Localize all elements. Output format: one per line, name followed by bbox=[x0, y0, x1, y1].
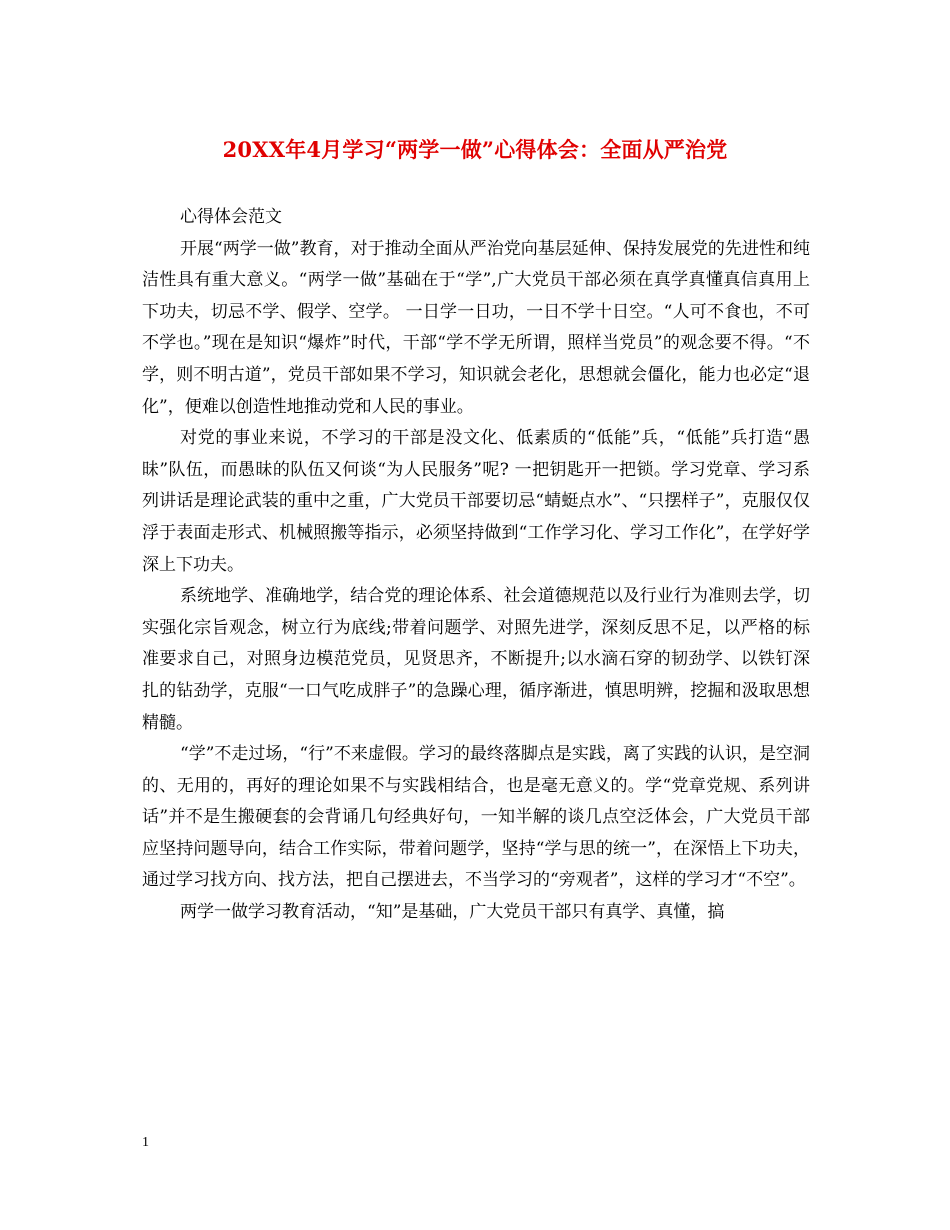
body-paragraph: 系统地学、准确地学，结合党的理论体系、社会道德规范以及行业行为准则去学，切实强化宗旨观念，树立行为底线;带着问题学、对照先进学，深刻反思不足，以严格的标准要求自己，对照身边模范党员，见贤思齐，不断提升;以水滴石穿的韧劲学、以铁钉深扎的钻劲学，克服“一口气吃成胖子”的急躁心理，循序渐进，慎思明辨，挖掘和汲取思想精髓。 bbox=[142, 586, 810, 733]
document-body bbox=[142, 202, 810, 929]
body-paragraph: 两学一做学习教育活动，“知”是基础，广大党员干部只有真学、真懂，搞 bbox=[180, 902, 725, 923]
body-paragraph: 开展“两学一做”教育，对于推动全面从严治党向基层延伸、保持发展党的先进性和纯洁性具有重大意义。“两学一做”基础在于“学”,广大党员干部必须在真学真懂真信真用上下功夫，切忌不学、假学、空学。 一日学一日功，一日不学十日空。“人可不食也，不可不学也。”现在是知识“爆炸”时代，干部“学不学无所谓，照样当党员”的观念要不得。“不学，则不明古道”，党员干部如果不学习，知识就会老化，思想就会僵化，能力也必定“退化”，便难以创造性地推动党和人民的事业。 bbox=[142, 238, 810, 417]
document-category: 心得体会范文 bbox=[180, 207, 282, 227]
document-title: 20XX年4月学习“两学一做”心得体会：全面从严治党 bbox=[222, 137, 728, 162]
page-number: 1 bbox=[142, 1135, 149, 1150]
body-paragraph: “学”不走过场，“行”不来虚假。学习的最终落脚点是实践，离了实践的认识，是空洞的、无用的，再好的理论如果不与实践相结合，也是毫无意义的。学“党章党规、系列讲话”并不是生搬硬套的会背诵几句经典好句，一知半解的谈几点空泛体会，广大党员干部应坚持问题导向，结合工作实际，带着问题学，坚持“学与思的统一”，在深悟上下功夫，通过学习找方向、找方法，把自己摆进去，不当学习的“旁观者”，这样的学习才“不空”。 bbox=[142, 744, 810, 891]
body-paragraph: 对党的事业来说，不学习的干部是没文化、低素质的“低能”兵，“低能”兵打造“愚昧”队伍，而愚昧的队伍又何谈“为人民服务”呢? 一把钥匙开一把锁。学习党章、学习系列讲话是理论武装的重中之重，广大党员干部要切忌“蜻蜓点水”、“只摆样子”，克服仅仅浮于表面走形式、机械照搬等指示，必须坚持做到“工作学习化、学习工作化”，在学好学深上下功夫。 bbox=[142, 428, 810, 575]
